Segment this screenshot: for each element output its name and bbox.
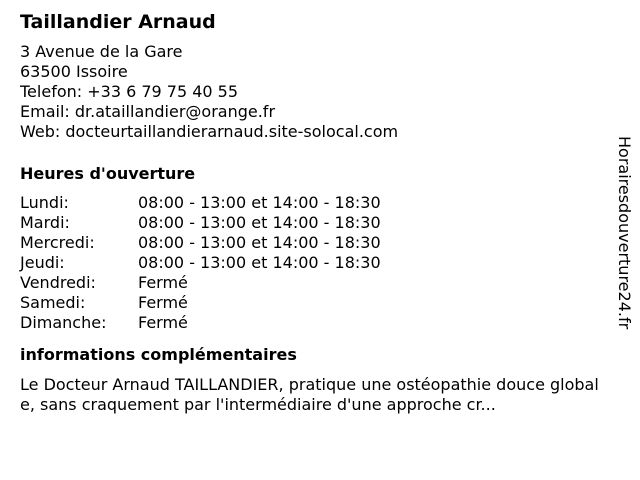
day-label: Mardi:: [20, 213, 70, 232]
day-label: Dimanche:: [20, 313, 107, 332]
hours-row-monday: [20, 193, 610, 213]
day-hours: 08:00 - 13:00 et 14:00 - 18:30: [138, 233, 381, 252]
opening-hours-table: [20, 193, 610, 333]
email-line: Email: dr.ataillandier@orange.fr: [20, 102, 276, 121]
practice-card: [20, 10, 610, 415]
hours-row-sunday: [20, 313, 610, 333]
opening-hours-title: Heures d'ouverture: [20, 164, 196, 183]
day-hours: Fermé: [138, 293, 188, 312]
day-label: Jeudi:: [20, 253, 65, 272]
day-hours: 08:00 - 13:00 et 14:00 - 18:30: [138, 193, 381, 212]
phone-line: Telefon: +33 6 79 75 40 55: [20, 82, 239, 101]
hours-row-thursday: [20, 253, 610, 273]
additional-info-title: informations complémentaires: [20, 345, 297, 364]
web-line: Web: docteurtaillandierarnaud.site-solocal.com: [20, 122, 399, 141]
day-label: Samedi:: [20, 293, 86, 312]
hours-row-saturday: [20, 293, 610, 313]
street-address: 3 Avenue de la Gare: [20, 42, 183, 61]
site-watermark: Horairesdouverture24.fr: [615, 136, 634, 330]
contact-block: [20, 42, 610, 142]
practice-description: Le Docteur Arnaud TAILLANDIER, pratique une ostéopathie douce globale, sans craquement par l'intermédiaire d'une approche cr...: [20, 375, 599, 414]
hours-row-wednesday: [20, 233, 610, 253]
day-hours: Fermé: [138, 313, 188, 332]
hours-row-friday: [20, 273, 610, 293]
hours-row-tuesday: [20, 213, 610, 233]
day-hours: 08:00 - 13:00 et 14:00 - 18:30: [138, 213, 381, 232]
day-label: Lundi:: [20, 193, 69, 212]
day-hours: 08:00 - 13:00 et 14:00 - 18:30: [138, 253, 381, 272]
day-hours: Fermé: [138, 273, 188, 292]
day-label: Vendredi:: [20, 273, 96, 292]
city-address: 63500 Issoire: [20, 62, 128, 81]
day-label: Mercredi:: [20, 233, 95, 252]
practitioner-name: Taillandier Arnaud: [20, 11, 216, 33]
